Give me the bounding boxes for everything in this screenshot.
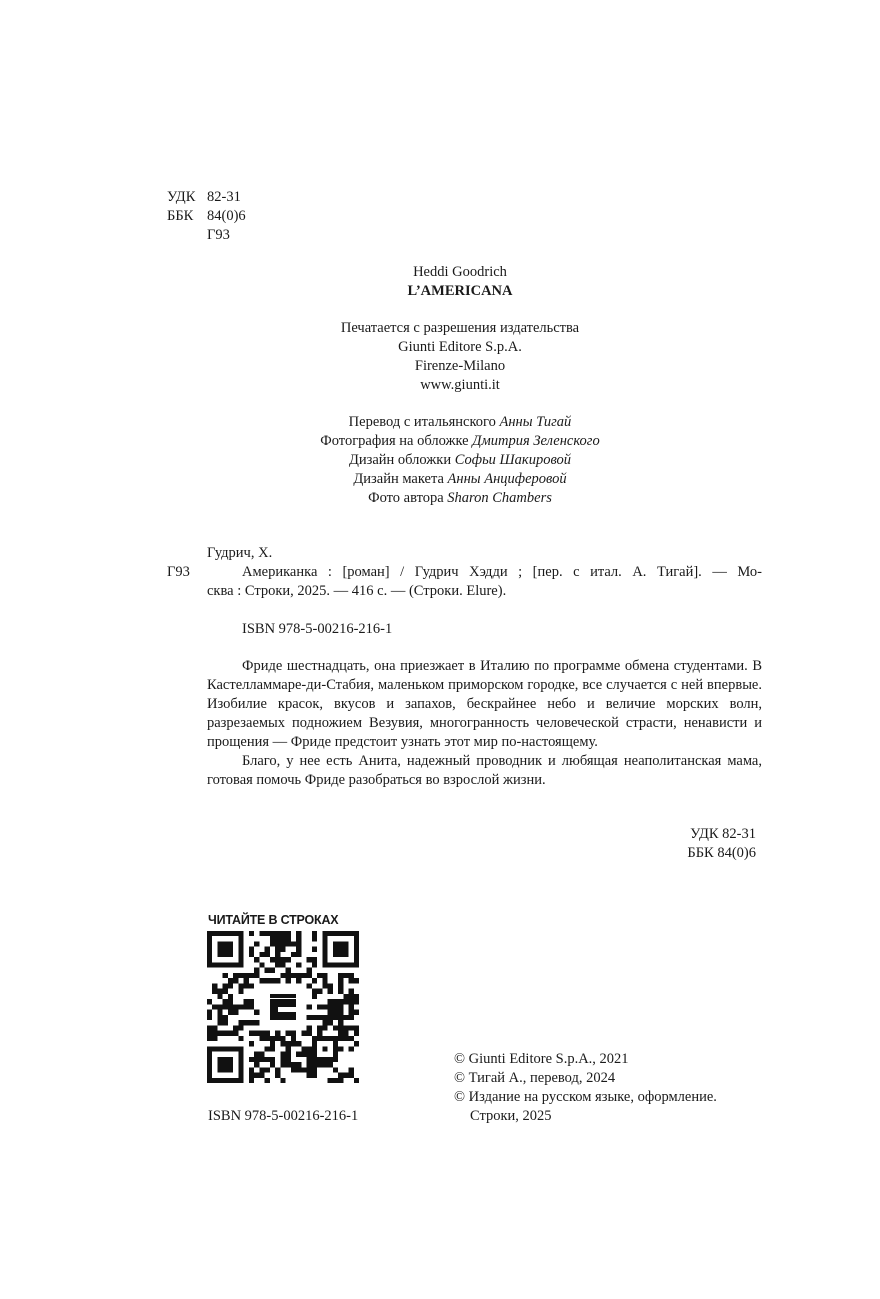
copyright-block	[454, 1050, 717, 1126]
catalog-line-2: сква : Строки, 2025. — 416 с. — (Строки. Elure).	[207, 583, 507, 599]
qr-code-icon	[207, 931, 359, 1083]
credit-line	[200, 413, 720, 432]
credits-block	[200, 413, 720, 508]
credit-name: Анны Тигай	[499, 414, 572, 430]
catalog-line-1: Американка : [роман] / Гудрич Хэдди ; [пер. с итал. А. Тигай]. — Мо-	[242, 564, 762, 580]
original-title: L’AMERICANA	[407, 283, 513, 299]
bbk-right: ББК 84(0)6	[687, 845, 756, 861]
qr-isbn: ISBN 978-5-00216-216-1	[208, 1108, 359, 1124]
annotation	[207, 657, 762, 790]
credit-role: Фотография на обложке	[320, 433, 469, 449]
credit-line	[200, 432, 720, 451]
classification-right	[686, 825, 756, 863]
credit-role: Фото автора	[368, 490, 444, 506]
rights-line: www.giunti.it	[420, 377, 500, 393]
credit-line	[200, 451, 720, 470]
annotation-paragraph-1: Фриде шестнадцать, она приезжает в Италию по программе обмена студентами. В Кастелламмаре-ди-Стабия, маленьком приморском городке, все случается с ней впервые. Изобилие красок, вкусов и запахов, бескрайнее небо и величие морских волн, разрезаемых подножием Везувия, многогранность человеческой страсти, ненависти и прощения — Фриде предстоит узнать этот мир по-настоящему.	[207, 658, 762, 750]
credit-line	[200, 470, 720, 489]
author-mark: Г93	[207, 227, 230, 243]
credit-name: Sharon Chambers	[447, 490, 552, 506]
copyright-line: Строки, 2025	[470, 1108, 552, 1124]
qr-title: ЧИТАЙТЕ В СТРОКАХ	[208, 913, 339, 927]
copyright-line: © Giunti Editore S.p.A., 2021	[454, 1051, 629, 1067]
catalog-author-heading: Гудрич, Х.	[207, 545, 273, 561]
credit-name: Анны Анциферовой	[447, 471, 567, 487]
rights-line: Печатается с разрешения издательства	[340, 320, 580, 336]
catalog-isbn: ISBN 978-5-00216-216-1	[242, 621, 393, 637]
catalog-mark: Г93	[167, 564, 190, 580]
bbk-value: 84(0)6	[207, 208, 246, 224]
credit-name: Софьи Шакировой	[454, 452, 572, 468]
copyright-line: © Тигай А., перевод, 2024	[454, 1070, 616, 1086]
udk-label: УДК	[167, 189, 196, 205]
credit-role: Дизайн обложки	[348, 452, 452, 468]
rights-block	[200, 319, 720, 395]
copyright-line: © Издание на русском языке, оформление.	[454, 1089, 717, 1105]
udk-value: 82-31	[207, 189, 241, 205]
credit-name: Дмитрия Зеленского	[472, 433, 600, 449]
udk-right: УДК 82-31	[690, 826, 756, 842]
bbk-label: ББК	[167, 208, 194, 224]
original-title-block	[200, 263, 720, 301]
credit-line	[200, 489, 720, 508]
annotation-paragraph-2: Благо, у нее есть Анита, надежный проводник и любящая неаполитанская мама, готовая помочь Фриде разобраться во взрослой жизни.	[207, 753, 762, 788]
classification-block	[167, 188, 246, 245]
rights-line: Giunti Editore S.p.A.	[398, 339, 522, 355]
credit-role: Дизайн макета	[353, 471, 444, 487]
credit-role: Перевод с итальянского	[348, 414, 496, 430]
rights-line: Firenze-Milano	[414, 358, 506, 374]
original-author: Heddi Goodrich	[413, 264, 507, 280]
